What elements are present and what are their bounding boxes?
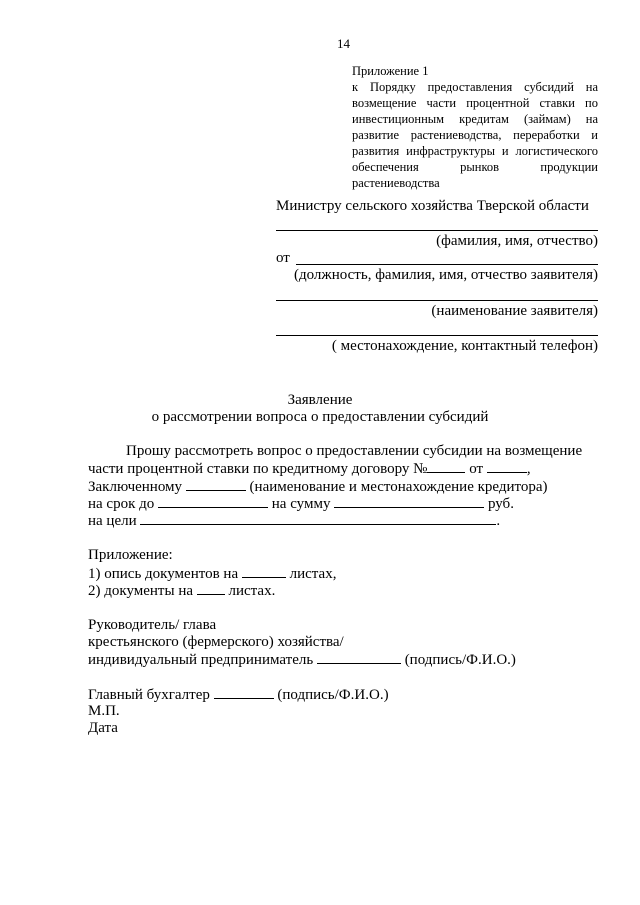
appendix-line: обеспечения рынков продукции <box>352 160 598 174</box>
signature-text: Главный бухгалтер <box>88 687 210 703</box>
attachment-text: 2) документы на <box>88 583 193 599</box>
request-line-4 <box>88 495 514 513</box>
signature-text: индивидуальный предприниматель <box>88 652 314 668</box>
request-text: руб. <box>487 496 514 512</box>
request-text: Заключенному <box>88 479 183 495</box>
accountant-signature <box>88 686 389 704</box>
signature-text: (подпись/Ф.И.О.) <box>404 652 516 668</box>
appendix-line: растениеводства <box>352 176 440 190</box>
documents-sheets-field[interactable] <box>197 582 225 595</box>
attachment-text: листах, <box>289 566 337 582</box>
accountant-signature-field[interactable] <box>214 686 274 699</box>
attachment-text: 1) опись документов на <box>88 566 239 582</box>
attachment-text: листах. <box>228 583 276 599</box>
purpose-field[interactable] <box>140 512 496 525</box>
caption-name: (фамилия, имя, отчество) <box>436 233 598 249</box>
appendix-line: к Порядку предоставления субсидий на <box>352 80 598 94</box>
attachment-item-2 <box>88 582 275 600</box>
request-text: на цели <box>88 513 137 529</box>
org-line[interactable] <box>276 300 598 301</box>
name-line[interactable] <box>276 230 598 231</box>
request-line-1: Прошу рассмотреть вопрос о предоставлении субсидии на возмещение <box>126 443 583 459</box>
head-signature-field[interactable] <box>317 651 401 664</box>
request-line-5 <box>88 512 500 530</box>
applicant-line[interactable] <box>296 264 598 265</box>
from-label: от <box>276 250 290 266</box>
seal-label: М.П. <box>88 703 120 719</box>
appendix-line: инвестиционным кредитам (займам) на <box>352 112 598 126</box>
caption-location: ( местонахождение, контактный телефон) <box>331 338 598 354</box>
appendix-header <box>352 63 598 191</box>
location-line[interactable] <box>276 335 598 336</box>
request-text: . <box>496 513 501 529</box>
appendix-line: развитие растениеводства, переработки и <box>352 128 598 142</box>
signature-text: (подпись/Ф.И.О.) <box>277 687 389 703</box>
appendix-line: возмещение части процентной ставки по <box>352 96 598 110</box>
request-line-3 <box>88 478 548 496</box>
term-field[interactable] <box>158 495 268 508</box>
attachments-heading: Приложение: <box>88 547 173 563</box>
addressee-to: Министру сельского хозяйства Тверской области <box>276 198 589 214</box>
inventory-sheets-field[interactable] <box>242 565 286 578</box>
request-text: от <box>469 461 484 477</box>
signature-head-line-3 <box>88 651 516 669</box>
request-text: (наименование и местонахождение кредитора) <box>249 479 548 495</box>
contract-date-field[interactable] <box>487 460 527 473</box>
request-text: на срок до <box>88 496 155 512</box>
request-text: , <box>526 461 531 477</box>
attachment-item-1 <box>88 565 336 583</box>
request-line-2 <box>88 460 531 478</box>
date-label: Дата <box>88 720 118 736</box>
contract-number-field[interactable] <box>427 460 465 473</box>
caption-applicant: (должность, фамилия, имя, отчество заявителя) <box>293 267 598 283</box>
page-number: 14 <box>337 36 350 51</box>
signature-head-line-1: Руководитель/ глава <box>88 617 217 633</box>
document-subtitle: о рассмотрении вопроса о предоставлении субсидий <box>151 409 489 425</box>
document-title: Заявление <box>287 392 353 408</box>
request-text: на сумму <box>271 496 331 512</box>
appendix-title: Приложение 1 <box>352 64 429 78</box>
amount-field[interactable] <box>334 495 484 508</box>
caption-org: (наименование заявителя) <box>431 303 598 319</box>
creditor-field[interactable] <box>186 478 246 491</box>
appendix-line: развития инфраструктуры и логистического <box>352 144 598 158</box>
signature-head-line-2: крестьянского (фермерского) хозяйства/ <box>88 634 344 650</box>
request-text: части процентной ставки по кредитному договору № <box>88 461 428 477</box>
